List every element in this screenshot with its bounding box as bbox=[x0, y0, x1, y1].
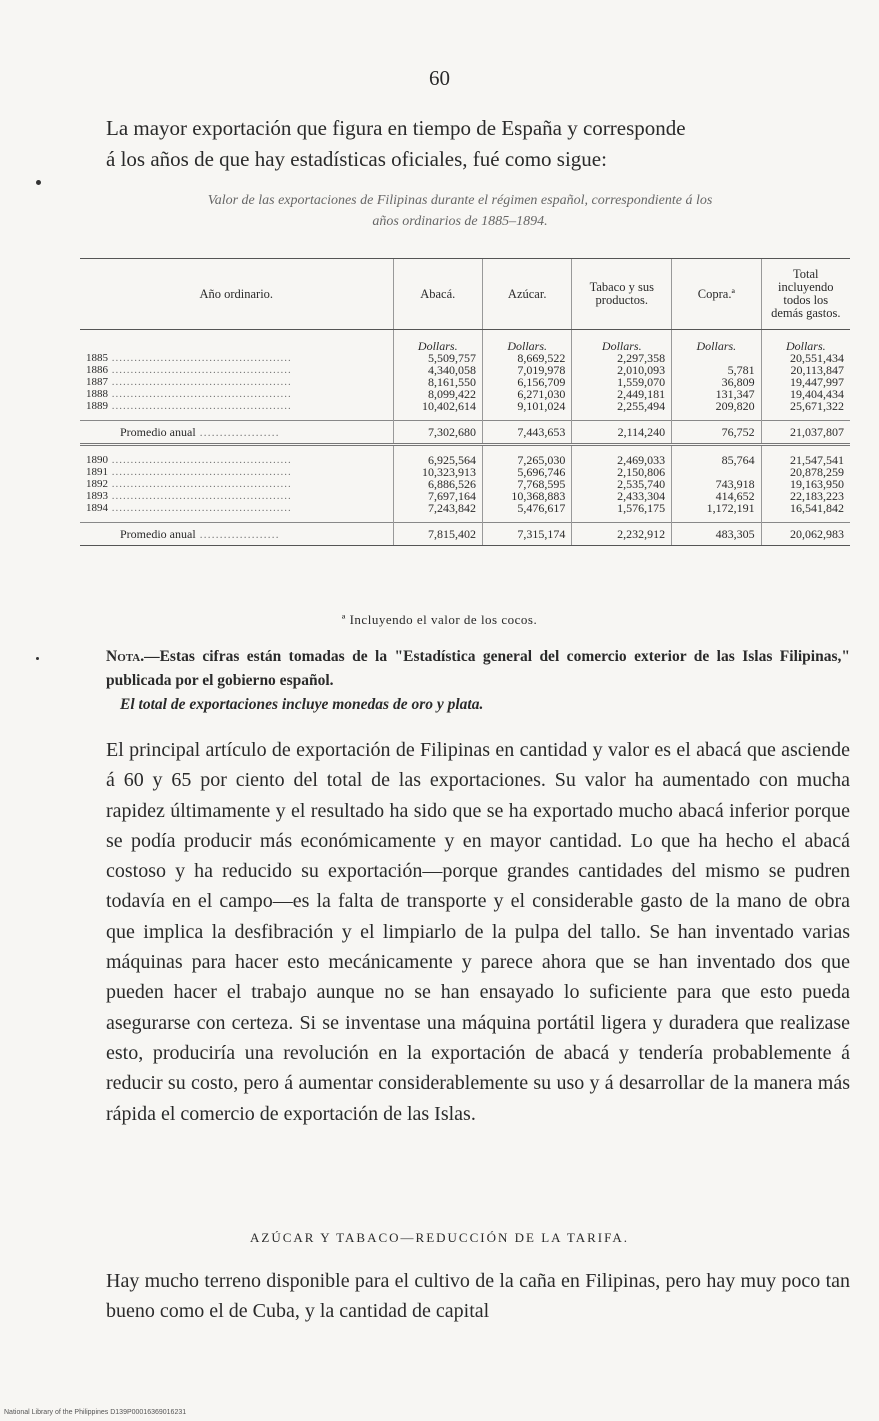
cell-copra: 743,918 bbox=[672, 478, 761, 490]
cell-abaca: 6,886,526 bbox=[393, 478, 482, 490]
year-cell bbox=[80, 490, 393, 502]
cell-tabaco: 2,255,494 bbox=[572, 400, 672, 412]
year-label: 1889 bbox=[86, 400, 108, 412]
units-cell: Dollars. bbox=[482, 330, 571, 353]
year-label: 1886 bbox=[86, 364, 108, 376]
cell-copra: 1,172,191 bbox=[672, 502, 761, 514]
cell-azucar: 7,019,978 bbox=[482, 364, 571, 376]
header-copra: Copra.ª bbox=[672, 259, 761, 330]
section-title: AZÚCAR Y TABACO—REDUCCIÓN DE LA TARIFA. bbox=[249, 1230, 630, 1245]
dot-leader: ................................................ bbox=[108, 490, 292, 502]
cell-tabaco: 2,297,358 bbox=[572, 352, 672, 364]
units-cell-empty bbox=[80, 330, 393, 353]
cell-total: 20,551,434 bbox=[761, 352, 850, 364]
spacer-cell bbox=[672, 514, 761, 523]
cell-azucar: 6,156,709 bbox=[482, 376, 571, 388]
intro-line: La mayor exportación que figura en tiempo de España y corresponde bbox=[106, 116, 686, 140]
cell-abaca: 4,340,058 bbox=[393, 364, 482, 376]
nota-text: —Estas cifras están tomadas de la "Estadística general del comercio exterior de las Islas Filipinas," publicada por el gobierno español. bbox=[106, 648, 850, 689]
spacer-cell bbox=[393, 412, 482, 421]
year-cell bbox=[80, 400, 393, 412]
spacer-cell bbox=[761, 514, 850, 523]
caption-line: años ordinarios de 1885–1894. bbox=[372, 214, 548, 229]
units-cell: Dollars. bbox=[572, 330, 672, 353]
spacer-cell bbox=[761, 412, 850, 421]
header-total: Total incluyendo todos los demás gastos. bbox=[761, 259, 850, 330]
year-cell bbox=[80, 376, 393, 388]
header-abaca: Abacá. bbox=[393, 259, 482, 330]
paragraph-abaca: El principal artículo de exportación de Filipinas en cantidad y valor es el abacá que asciende á 60 y 65 por ciento del total de las exportaciones. Su valor ha aumentado con mucha rapidez últimamente y el resultado ha sido que se ha exportado mucho abacá inferior porque se podía producir más económicamente y en mayor cantidad. Lo que ha hecho el abacá costoso y ha reducido su exportación—porque grandes cantidades del mismo se pudren todavía en el campo—es la falta de transporte y el considerable gasto de la mano de obra que implica la desfibración y el limpiarlo de la pulpa del tallo. Se han inventado varias máquinas para hacer esto mecánicamente y parece ahora que se han inventado dos que pueden hacer el trabajo aunque no se han ensayado lo suficiente para que esto pueda asegurarse con certeza. Si se inventase una máquina portátil ligera y duradera que realizase esto, produciría una revolución en la exportación de abacá y tendería probablemente á reducir su costo, pero á aumentar considerablemente su uso y á desarrollar de la manera más rápida el comercio de exportación de las Islas. bbox=[106, 739, 850, 1125]
cell-azucar: 8,669,522 bbox=[482, 352, 571, 364]
average-copra: 76,752 bbox=[672, 421, 761, 445]
cell-azucar: 6,271,030 bbox=[482, 388, 571, 400]
average-label: Promedio anual bbox=[120, 425, 196, 439]
dot-leader: .................... bbox=[195, 527, 280, 541]
cell-copra: 131,347 bbox=[672, 388, 761, 400]
nota-italic: El total de exportaciones incluye monedas de oro y plata. bbox=[120, 696, 484, 713]
intro-line: á los años de que hay estadísticas oficiales, fué como sigue: bbox=[106, 147, 607, 171]
spacer-row bbox=[80, 514, 850, 523]
cell-azucar: 10,368,883 bbox=[482, 490, 571, 502]
average-total: 21,037,807 bbox=[761, 421, 850, 445]
average-label-cell bbox=[80, 523, 393, 546]
cell-tabaco: 2,449,181 bbox=[572, 388, 672, 400]
cell-tabaco: 2,433,304 bbox=[572, 490, 672, 502]
paragraph-azucar: Hay mucho terreno disponible para el cultivo de la caña en Filipinas, pero hay muy poco tan bueno como el de Cuba, y la cantidad de capital bbox=[106, 1270, 850, 1323]
nota-block bbox=[106, 645, 850, 717]
year-label: 1888 bbox=[86, 388, 108, 400]
spacer-cell bbox=[572, 412, 672, 421]
average-row bbox=[80, 523, 850, 546]
year-cell bbox=[80, 388, 393, 400]
spacer-cell bbox=[393, 514, 482, 523]
cell-abaca: 6,925,564 bbox=[393, 454, 482, 466]
year-cell bbox=[80, 454, 393, 466]
table-row bbox=[80, 502, 850, 514]
dot-leader: ................................................ bbox=[108, 466, 292, 478]
average-azucar: 7,443,653 bbox=[482, 421, 571, 445]
caption-line: Valor de las exportaciones de Filipinas durante el régimen español, correspondiente á los bbox=[207, 193, 713, 208]
average-total: 20,062,983 bbox=[761, 523, 850, 546]
average-tabaco: 2,232,912 bbox=[572, 523, 672, 546]
cell-abaca: 8,099,422 bbox=[393, 388, 482, 400]
cell-total: 19,163,950 bbox=[761, 478, 850, 490]
spacer-cell bbox=[80, 412, 393, 421]
cell-tabaco: 2,150,806 bbox=[572, 466, 672, 478]
units-row bbox=[80, 330, 850, 353]
cell-copra: 5,781 bbox=[672, 364, 761, 376]
dot-leader: ................................................ bbox=[108, 454, 292, 466]
year-label: 1887 bbox=[86, 376, 108, 388]
average-tabaco: 2,114,240 bbox=[572, 421, 672, 445]
cell-abaca: 8,161,550 bbox=[393, 376, 482, 388]
spacer-cell bbox=[482, 412, 571, 421]
cell-copra: 36,809 bbox=[672, 376, 761, 388]
cell-total: 20,878,259 bbox=[761, 466, 850, 478]
table-footnote: ª Incluyendo el valor de los cocos. bbox=[341, 612, 538, 627]
cell-tabaco: 2,469,033 bbox=[572, 454, 672, 466]
cell-azucar: 7,265,030 bbox=[482, 454, 571, 466]
year-label: 1885 bbox=[86, 352, 108, 364]
average-row bbox=[80, 421, 850, 445]
margin-mark bbox=[36, 180, 41, 185]
table-header-row bbox=[80, 259, 850, 330]
spacer-cell bbox=[482, 514, 571, 523]
exports-table bbox=[80, 258, 850, 546]
year-cell bbox=[80, 478, 393, 490]
cell-abaca: 5,509,757 bbox=[393, 352, 482, 364]
year-label: 1892 bbox=[86, 478, 108, 490]
year-label: 1894 bbox=[86, 502, 108, 514]
nota-text-line bbox=[106, 645, 850, 693]
spacer-cell bbox=[672, 412, 761, 421]
average-label: Promedio anual bbox=[120, 527, 196, 541]
exports-table-wrapper bbox=[80, 258, 850, 546]
dot-leader: ................................................ bbox=[108, 364, 292, 376]
spacer-cell bbox=[572, 514, 672, 523]
cell-tabaco: 1,576,175 bbox=[572, 502, 672, 514]
cell-abaca: 10,402,614 bbox=[393, 400, 482, 412]
dot-leader: .................... bbox=[195, 425, 280, 439]
header-azucar: Azúcar. bbox=[482, 259, 571, 330]
spacer-row bbox=[80, 412, 850, 421]
cell-total: 16,541,842 bbox=[761, 502, 850, 514]
cell-copra: 209,820 bbox=[672, 400, 761, 412]
spacer-cell bbox=[80, 445, 393, 455]
cell-abaca: 7,697,164 bbox=[393, 490, 482, 502]
table-row bbox=[80, 400, 850, 412]
year-cell bbox=[80, 352, 393, 364]
cell-azucar: 5,476,617 bbox=[482, 502, 571, 514]
cell-tabaco: 2,010,093 bbox=[572, 364, 672, 376]
header-tabaco: Tabaco y sus productos. bbox=[572, 259, 672, 330]
cell-abaca: 7,243,842 bbox=[393, 502, 482, 514]
cell-total: 19,447,997 bbox=[761, 376, 850, 388]
page-number: 60 bbox=[429, 66, 450, 90]
dot-leader: ................................................ bbox=[108, 376, 292, 388]
cell-total: 19,404,434 bbox=[761, 388, 850, 400]
average-label-cell bbox=[80, 421, 393, 445]
dot-leader: ................................................ bbox=[108, 352, 292, 364]
year-label: 1890 bbox=[86, 454, 108, 466]
dot-leader: ................................................ bbox=[108, 388, 292, 400]
cell-tabaco: 1,559,070 bbox=[572, 376, 672, 388]
average-azucar: 7,315,174 bbox=[482, 523, 571, 546]
year-cell bbox=[80, 502, 393, 514]
table-body bbox=[80, 330, 850, 546]
year-cell bbox=[80, 466, 393, 478]
year-cell bbox=[80, 364, 393, 376]
intro-paragraph bbox=[106, 113, 850, 175]
spacer-cell bbox=[80, 514, 393, 523]
cell-tabaco: 2,535,740 bbox=[572, 478, 672, 490]
dot-leader: ................................................ bbox=[108, 478, 292, 490]
units-cell: Dollars. bbox=[393, 330, 482, 353]
cell-copra: 85,764 bbox=[672, 454, 761, 466]
average-copra: 483,305 bbox=[672, 523, 761, 546]
average-abaca: 7,815,402 bbox=[393, 523, 482, 546]
cell-total: 21,547,541 bbox=[761, 454, 850, 466]
header-year: Año ordinario. bbox=[80, 259, 393, 330]
cell-abaca: 10,323,913 bbox=[393, 466, 482, 478]
cell-copra: 414,652 bbox=[672, 490, 761, 502]
units-cell: Dollars. bbox=[761, 330, 850, 353]
margin-mark bbox=[36, 657, 39, 660]
average-abaca: 7,302,680 bbox=[393, 421, 482, 445]
year-label: 1891 bbox=[86, 466, 108, 478]
table-caption bbox=[70, 190, 850, 232]
cell-total: 22,183,223 bbox=[761, 490, 850, 502]
cell-azucar: 9,101,024 bbox=[482, 400, 571, 412]
dot-leader: ................................................ bbox=[108, 502, 292, 514]
units-cell: Dollars. bbox=[672, 330, 761, 353]
cell-total: 25,671,322 bbox=[761, 400, 850, 412]
library-stamp: National Library of the Philippines D139P00016369016231 bbox=[4, 1409, 187, 1416]
cell-azucar: 5,696,746 bbox=[482, 466, 571, 478]
cell-total: 20,113,847 bbox=[761, 364, 850, 376]
dot-leader: ................................................ bbox=[108, 400, 292, 412]
year-label: 1893 bbox=[86, 490, 108, 502]
nota-label: Nota. bbox=[106, 648, 145, 665]
cell-azucar: 7,768,595 bbox=[482, 478, 571, 490]
